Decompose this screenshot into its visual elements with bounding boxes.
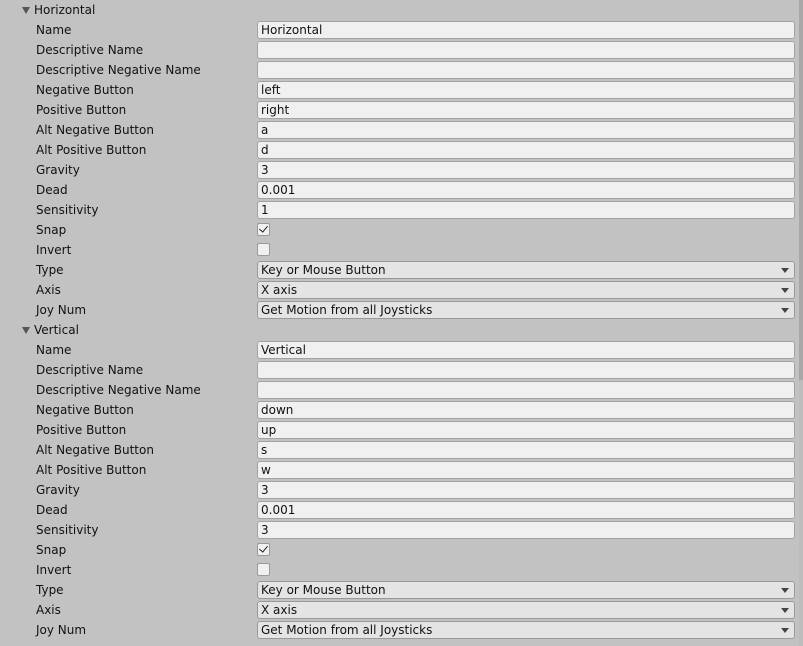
field-label: Descriptive Negative Name	[36, 63, 201, 77]
field-row-dead	[0, 180, 799, 200]
field-row-positive-button	[0, 420, 799, 440]
invert-checkbox[interactable]	[257, 563, 270, 576]
field-row-gravity	[0, 160, 799, 180]
field-row-gravity	[0, 480, 799, 500]
field-row-sensitivity	[0, 200, 799, 220]
checkmark-icon	[259, 543, 268, 552]
field-label: Type	[36, 263, 64, 277]
field-row-alt-negative-button	[0, 440, 799, 460]
name-input[interactable]: Vertical	[257, 341, 795, 359]
field-row-alt-positive-button	[0, 140, 799, 160]
field-row-descriptive-name	[0, 360, 799, 380]
field-row-type	[0, 260, 799, 280]
dropdown-selected-value: Key or Mouse Button	[261, 583, 386, 597]
field-row-joy-num	[0, 620, 799, 640]
field-row-negative-button	[0, 400, 799, 420]
field-row-snap	[0, 220, 799, 240]
field-row-sensitivity	[0, 520, 799, 540]
field-label: Type	[36, 583, 64, 597]
axis-section-vertical	[0, 320, 799, 640]
field-label: Alt Negative Button	[36, 443, 154, 457]
axis-section-horizontal	[0, 0, 799, 320]
field-label: Axis	[36, 283, 61, 297]
invert-checkbox[interactable]	[257, 243, 270, 256]
joy-num-dropdown[interactable]	[257, 621, 795, 639]
field-label: Invert	[36, 563, 72, 577]
dropdown-selected-value: Key or Mouse Button	[261, 263, 386, 277]
field-row-invert	[0, 560, 799, 580]
type-dropdown[interactable]	[257, 581, 795, 599]
field-row-invert	[0, 240, 799, 260]
field-label: Name	[36, 23, 72, 37]
field-row-snap	[0, 540, 799, 560]
field-label: Dead	[36, 503, 68, 517]
checkmark-icon	[259, 223, 268, 232]
dead-input[interactable]: 0.001	[257, 181, 795, 199]
alt-negative-button-input[interactable]: s	[257, 441, 795, 459]
field-row-name	[0, 340, 799, 360]
alt-positive-button-input[interactable]: w	[257, 461, 795, 479]
snap-checkbox[interactable]	[257, 223, 270, 236]
alt-positive-button-input[interactable]: d	[257, 141, 795, 159]
dropdown-selected-value: X axis	[261, 603, 298, 617]
field-row-name	[0, 20, 799, 40]
field-row-descriptive-negative-name	[0, 380, 799, 400]
dropdown-arrow-icon	[781, 588, 789, 593]
axis-title: Vertical	[34, 323, 79, 337]
field-label: Sensitivity	[36, 523, 99, 537]
alt-negative-button-input[interactable]: a	[257, 121, 795, 139]
descriptive-name-input[interactable]	[257, 41, 795, 59]
field-label: Dead	[36, 183, 68, 197]
descriptive-name-input[interactable]	[257, 361, 795, 379]
vertical-scrollbar[interactable]	[799, 0, 803, 646]
field-label: Name	[36, 343, 72, 357]
positive-button-input[interactable]: up	[257, 421, 795, 439]
field-label: Positive Button	[36, 103, 127, 117]
field-row-joy-num	[0, 300, 799, 320]
field-label: Alt Negative Button	[36, 123, 154, 137]
gravity-input[interactable]: 3	[257, 161, 795, 179]
field-row-alt-negative-button	[0, 120, 799, 140]
field-label: Negative Button	[36, 83, 134, 97]
joy-num-dropdown[interactable]	[257, 301, 795, 319]
positive-button-input[interactable]: right	[257, 101, 795, 119]
field-row-axis	[0, 600, 799, 620]
negative-button-input[interactable]: left	[257, 81, 795, 99]
snap-checkbox[interactable]	[257, 543, 270, 556]
field-label: Joy Num	[36, 623, 87, 637]
negative-button-input[interactable]: down	[257, 401, 795, 419]
field-label: Positive Button	[36, 423, 127, 437]
field-label: Invert	[36, 243, 72, 257]
axis-foldout-header[interactable]	[0, 320, 799, 340]
sensitivity-input[interactable]: 3	[257, 521, 795, 539]
field-label: Descriptive Name	[36, 43, 144, 57]
dropdown-arrow-icon	[781, 608, 789, 613]
dropdown-arrow-icon	[781, 308, 789, 313]
field-row-descriptive-name	[0, 40, 799, 60]
foldout-triangle-icon[interactable]	[22, 327, 30, 334]
field-row-positive-button	[0, 100, 799, 120]
dropdown-arrow-icon	[781, 288, 789, 293]
field-label: Alt Positive Button	[36, 143, 147, 157]
axis-foldout-header[interactable]	[0, 0, 799, 20]
field-label: Snap	[36, 223, 67, 237]
sensitivity-input[interactable]: 1	[257, 201, 795, 219]
type-dropdown[interactable]	[257, 261, 795, 279]
field-row-alt-positive-button	[0, 460, 799, 480]
descriptive-negative-name-input[interactable]	[257, 381, 795, 399]
dropdown-arrow-icon	[781, 268, 789, 273]
name-input[interactable]: Horizontal	[257, 21, 795, 39]
field-label: Alt Positive Button	[36, 463, 147, 477]
field-row-descriptive-negative-name	[0, 60, 799, 80]
field-label: Descriptive Negative Name	[36, 383, 201, 397]
dropdown-selected-value: X axis	[261, 283, 298, 297]
scrollbar-thumb[interactable]	[799, 0, 803, 380]
field-row-type	[0, 580, 799, 600]
field-label: Snap	[36, 543, 67, 557]
gravity-input[interactable]: 3	[257, 481, 795, 499]
axis-dropdown[interactable]	[257, 601, 795, 619]
field-label: Axis	[36, 603, 61, 617]
field-row-axis	[0, 280, 799, 300]
dropdown-selected-value: Get Motion from all Joysticks	[261, 623, 433, 637]
field-label: Descriptive Name	[36, 363, 144, 377]
descriptive-negative-name-input[interactable]	[257, 61, 795, 79]
field-label: Gravity	[36, 483, 80, 497]
dead-input[interactable]: 0.001	[257, 501, 795, 519]
dropdown-arrow-icon	[781, 628, 789, 633]
axis-dropdown[interactable]	[257, 281, 795, 299]
field-label: Gravity	[36, 163, 80, 177]
dropdown-selected-value: Get Motion from all Joysticks	[261, 303, 433, 317]
field-row-negative-button	[0, 80, 799, 100]
field-row-dead	[0, 500, 799, 520]
foldout-triangle-icon[interactable]	[22, 7, 30, 14]
field-label: Joy Num	[36, 303, 87, 317]
field-label: Negative Button	[36, 403, 134, 417]
field-label: Sensitivity	[36, 203, 99, 217]
axis-title: Horizontal	[34, 3, 96, 17]
